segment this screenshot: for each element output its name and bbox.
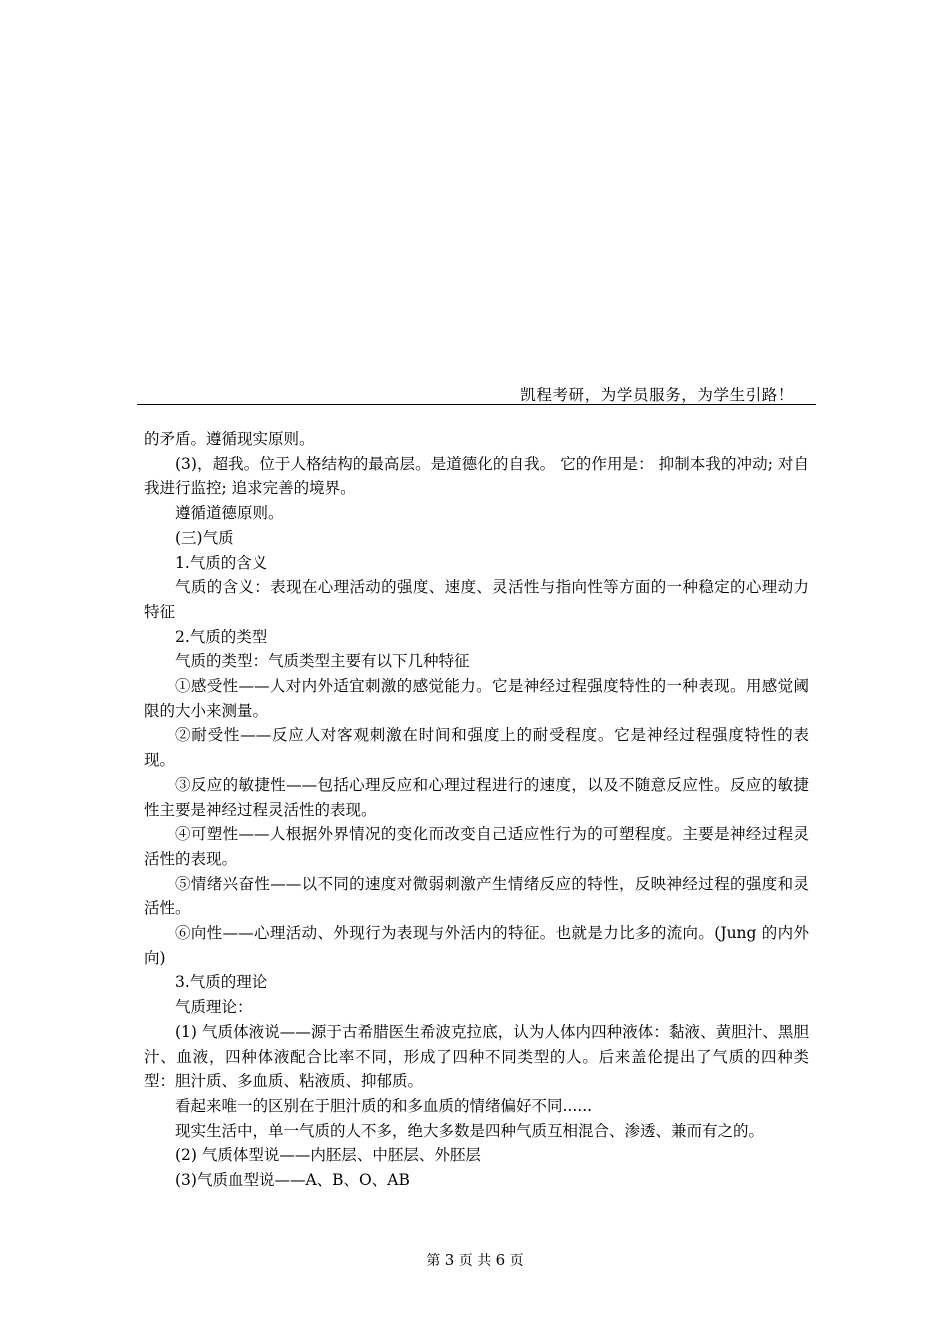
body-paragraph: 气质理论： xyxy=(175,998,253,1017)
footer-total-pages: 6 xyxy=(495,1251,506,1269)
footer-middle: 页 共 xyxy=(458,1253,492,1269)
list-item: ④可塑性——人根据外界情况的变化而改变自己适应性行为的可塑程度。主要是神经过程灵活性的表现。 xyxy=(144,825,809,868)
body-paragraph: 现实生活中，单一气质的人不多，绝大多数是四种气质互相混合、渗透、兼而有之的。 xyxy=(175,1121,765,1140)
footer-suffix: 页 xyxy=(509,1253,524,1269)
body-paragraph: 气质的类型：气质类型主要有以下几种特征 xyxy=(175,652,470,671)
list-item: ⑤情绪兴奋性——以不同的速度对微弱刺激产生情绪反应的特性，反映神经过程的强度和灵活性。 xyxy=(144,874,809,918)
subsection-heading: 2.气质的类型 xyxy=(175,627,268,646)
body-paragraph: 遵循道德原则。 xyxy=(175,504,284,523)
subsection-heading: 3.气质的理论 xyxy=(175,973,268,992)
body-paragraph: (3)，超我。位于人格结构的最高层。是道德化的自我。 它的作用是： 抑制本我的冲动; 对自我进行监控; 追求完善的境界。 xyxy=(144,454,809,498)
list-item: (3)气质血型说——A、B、O、AB xyxy=(175,1171,410,1190)
list-item: ①感受性——人对内外适宜刺激的感觉能力。它是神经过程强度特性的一种表现。用感觉阈限的大小来测量。 xyxy=(144,677,809,720)
list-item: (1) 气质体液说——源于古希腊医生希波克拉底，认为人体内四种液体：黏液、黄胆汁、黑胆汁、血液，四种体液配合比率不同，形成了四种不同类型的人。后来盖伦提出了气质的四种类型：胆汁质、多血质、粘液质、抑郁质。 xyxy=(144,1022,809,1091)
list-item: ⑥向性——心理活动、外现行为表现与外活内的特征。也就是力比多的流向。(Jung 的内外向) xyxy=(144,924,809,967)
page-header xyxy=(137,380,816,405)
header-tagline: 凯程考研，为学员服务，为学生引路！ xyxy=(520,386,794,404)
body-paragraph: 的矛盾。遵循现实原则。 xyxy=(144,430,315,448)
body-paragraph: 气质的含义：表现在心理活动的强度、速度、灵活性与指向性等方面的一种稳定的心理动力特征 xyxy=(144,578,809,621)
list-item: ②耐受性——反应人对客观刺激在时间和强度上的耐受程度。它是神经过程强度特性的表现。 xyxy=(144,726,809,770)
subsection-heading: 1.气质的含义 xyxy=(175,553,268,572)
footer-prefix: 第 xyxy=(426,1253,441,1269)
body-paragraph: 看起来唯一的区别在于胆汁质的和多血质的情绪偏好不同...... xyxy=(175,1096,593,1115)
list-item: ③反应的敏捷性——包括心理反应和心理过程进行的速度，以及不随意反应性。反应的敏捷性主要是神经过程灵活性的表现。 xyxy=(144,775,809,819)
list-item: (2) 气质体型说——内胚层、中胚层、外胚层 xyxy=(175,1146,481,1165)
page-footer xyxy=(0,1250,950,1270)
section-heading: (三)气质 xyxy=(175,528,234,547)
footer-current-page: 3 xyxy=(444,1251,455,1269)
page-body xyxy=(144,427,809,1193)
